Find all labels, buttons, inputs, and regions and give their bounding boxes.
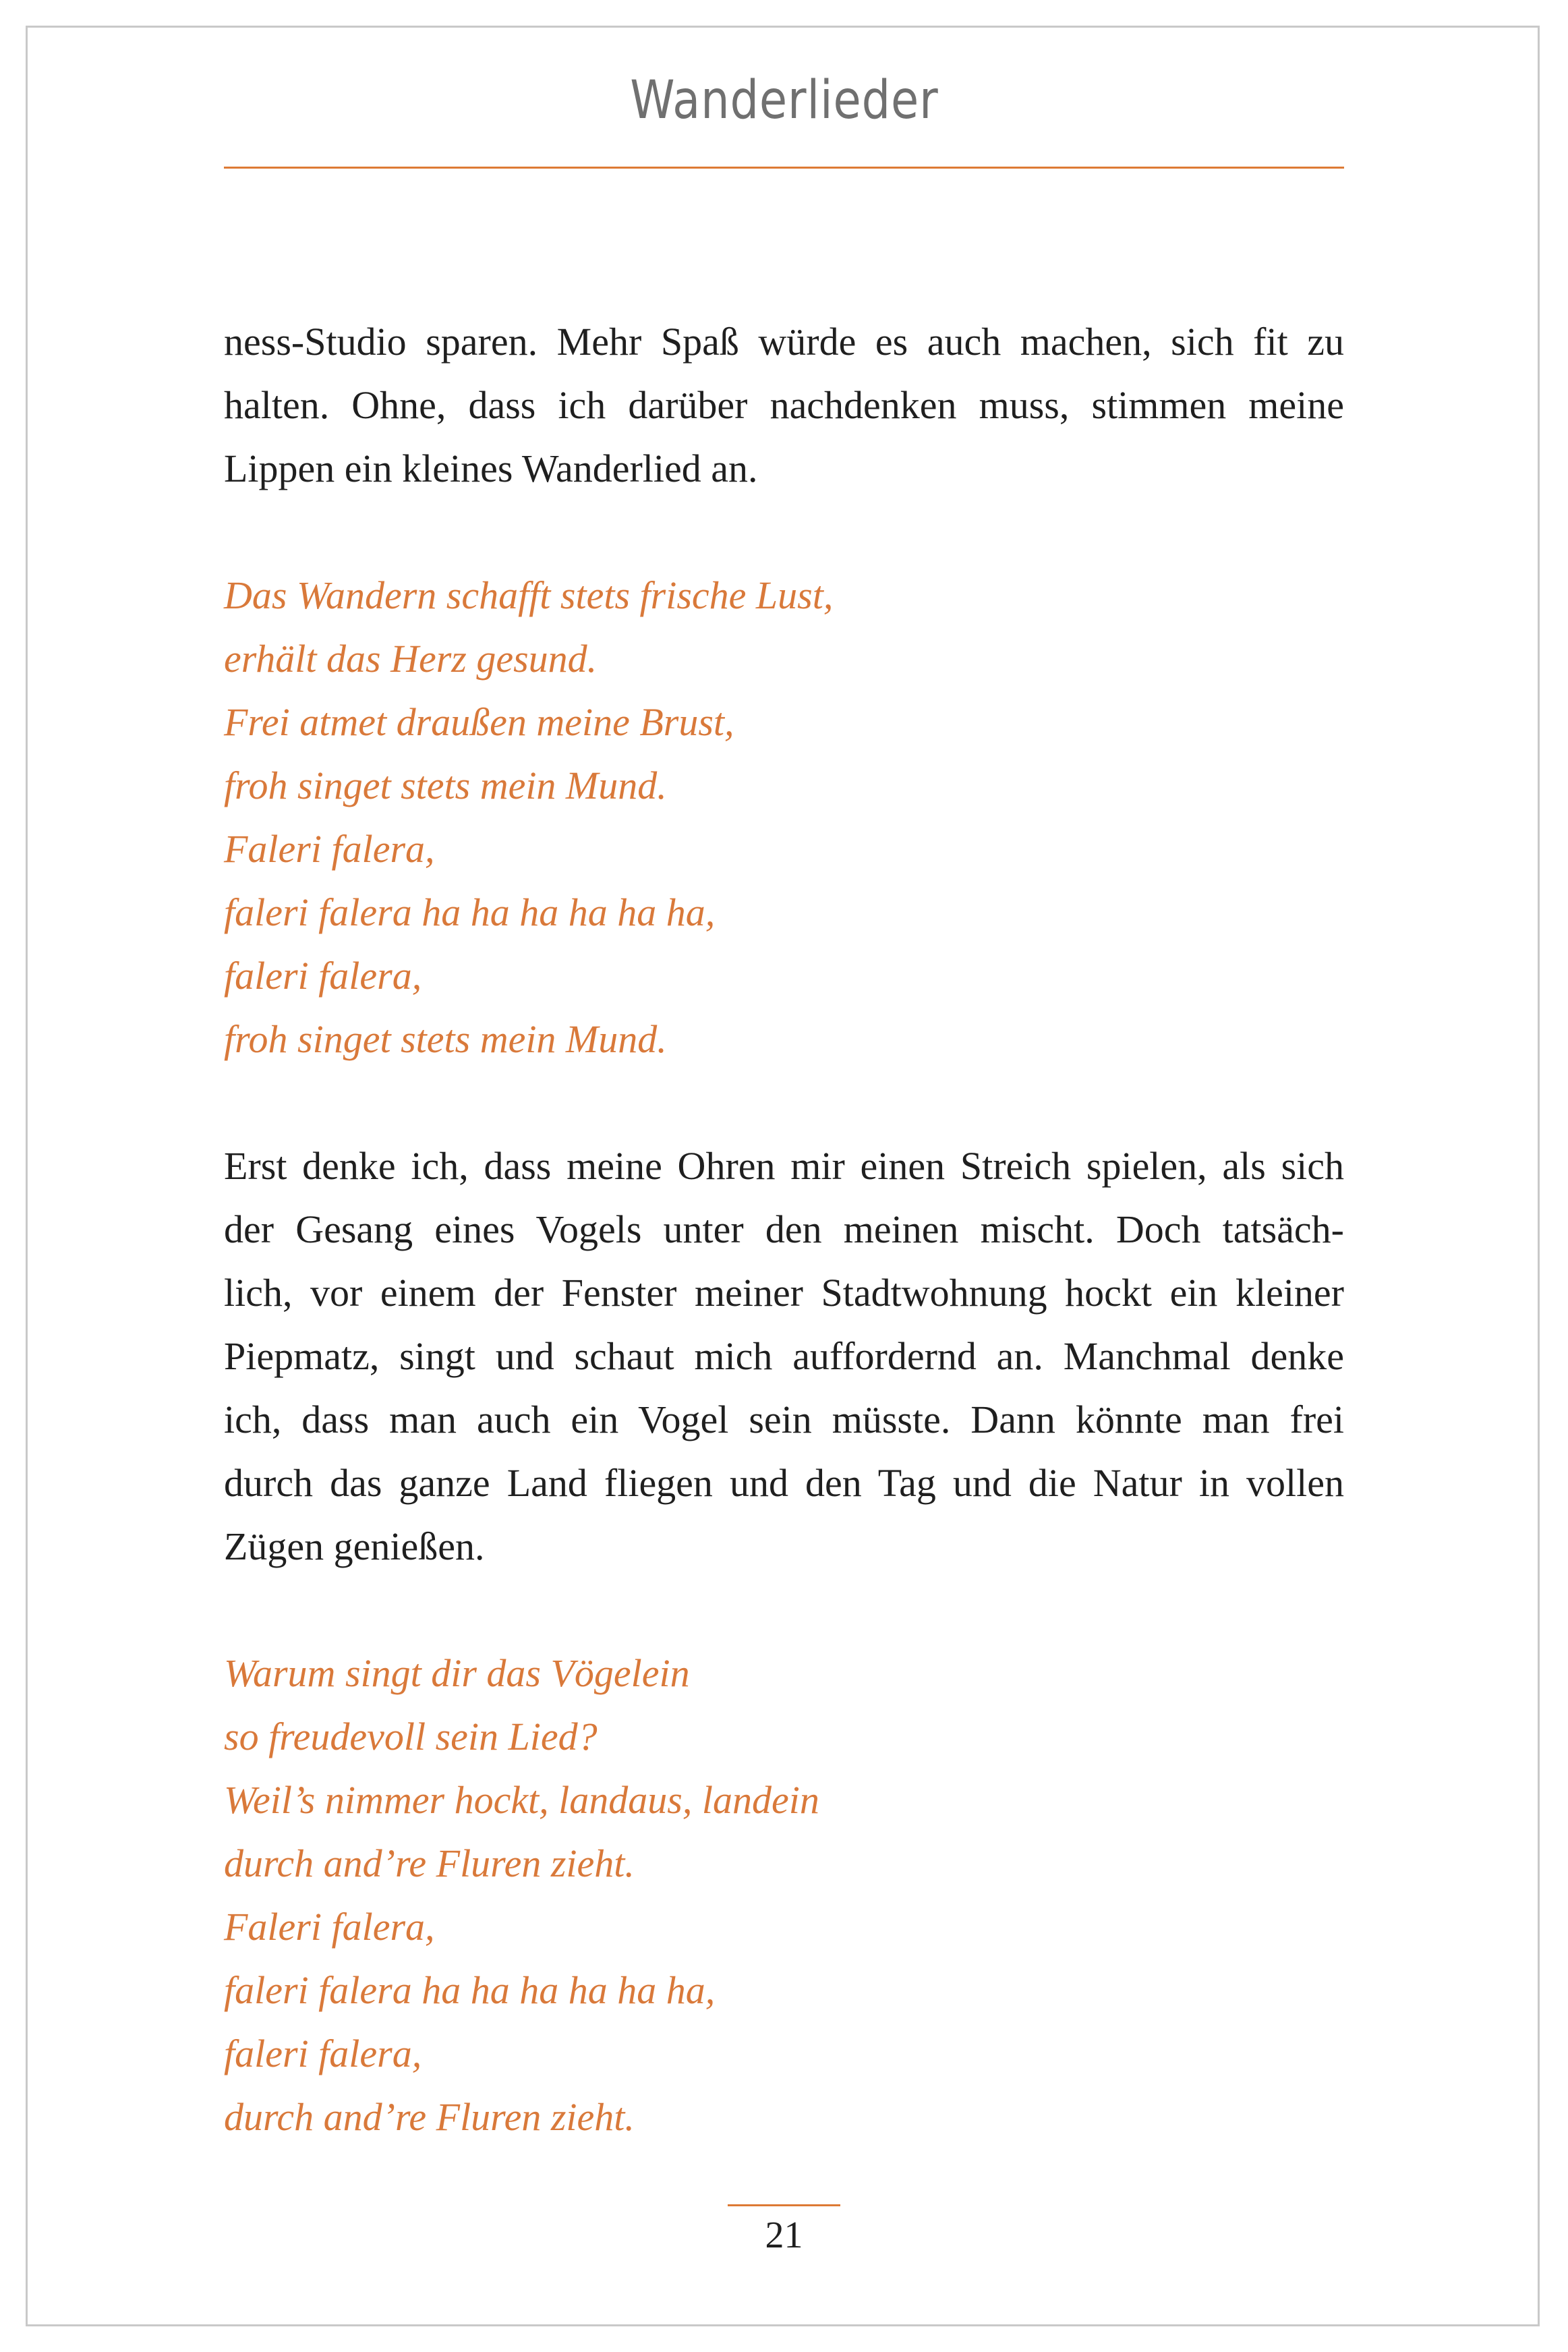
verse-1 (224, 564, 1344, 1071)
verse-line: Warum singt dir das Vögelein (224, 1651, 690, 1695)
paragraph-1 (224, 310, 1344, 500)
verse-line: Frei atmet draußen meine Brust, (224, 700, 734, 744)
footer-rule (728, 2204, 840, 2206)
text-line: Lippen ein kleines Wanderlied an. (224, 447, 758, 490)
verse-line: Faleri falera, (224, 827, 435, 871)
header-rule (224, 167, 1344, 169)
verse-line: durch and’re Fluren zieht. (224, 1841, 635, 1885)
text-line: Zügen genießen. (224, 1524, 485, 1568)
verse-line: faleri falera, (224, 2032, 422, 2075)
text-line: halten. Ohne, dass ich darüber nachdenken muss, stimmen meine (224, 383, 1344, 427)
verse-line: faleri falera, (224, 954, 422, 998)
verse-line: erhält das Herz gesund. (224, 637, 598, 681)
verse-line: faleri falera ha ha ha ha ha ha, (224, 1968, 716, 2012)
text-line: der Gesang eines Vogels unter den meinen mischt. Doch tatsäch- (224, 1207, 1344, 1251)
page-number: 21 (765, 2214, 803, 2256)
text-line: lich, vor einem der Fenster meiner Stadtwohnung hockt ein kleiner (224, 1271, 1344, 1315)
verse-line: Das Wandern schafft stets frische Lust, (224, 573, 834, 617)
text-line: ich, dass man auch ein Vogel sein müsste. Dann könnte man frei (224, 1398, 1344, 1441)
verse-line: froh singet stets mein Mund. (224, 1017, 667, 1061)
verse-2 (224, 1642, 1344, 2149)
paragraph-2 (224, 1135, 1344, 1578)
verse-line: faleri falera ha ha ha ha ha ha, (224, 890, 716, 934)
verse-line: froh singet stets mein Mund. (224, 764, 667, 807)
text-line: Piepmatz, singt und schaut mich auffordernd an. Manchmal denke (224, 1334, 1344, 1378)
verse-line: durch and’re Fluren zieht. (224, 2095, 635, 2139)
verse-line: Faleri falera, (224, 1905, 435, 1949)
page-content (224, 310, 1344, 2212)
text-line: ness-Studio sparen. Mehr Spaß würde es auch machen, sich fit zu (224, 320, 1344, 364)
text-line: durch das ganze Land fliegen und den Tag und die Natur in vollen (224, 1461, 1344, 1505)
running-header (224, 70, 1344, 131)
header-title: Wanderlieder (629, 70, 939, 131)
verse-line: Weil’s nimmer hockt, landaus, landein (224, 1778, 819, 1822)
verse-line: so freudevoll sein Lied? (224, 1715, 598, 1758)
text-line: Erst denke ich, dass meine Ohren mir einen Streich spielen, als sich (224, 1144, 1344, 1188)
